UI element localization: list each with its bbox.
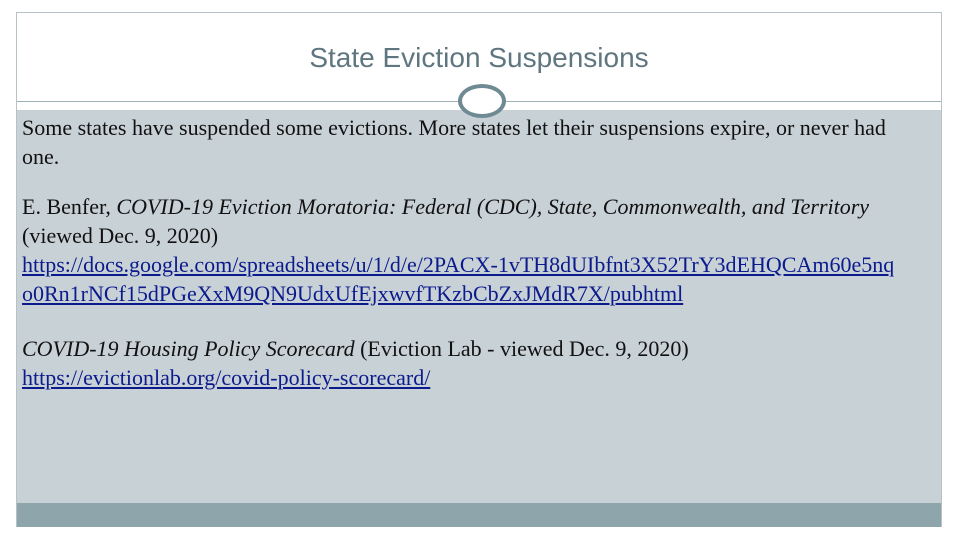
source-2-note: (Eviction Lab - viewed Dec. 9, 2020) <box>354 336 689 361</box>
footer-bar <box>17 503 941 527</box>
slide-body <box>22 113 902 392</box>
paragraph-spacer <box>22 171 902 192</box>
source-1-citation <box>22 192 902 308</box>
paragraph-spacer <box>22 308 902 334</box>
source-1-author: E. Benfer, <box>22 194 117 219</box>
source-1-note: (viewed Dec. 9, 2020) <box>22 223 219 248</box>
source-1-link[interactable]: https://docs.google.com/spreadsheets/u/1/d/e/2PACX-1vTH8dUIbfnt3X52TrY3dEHQCAm60e5nqo0Rn1rNCf15dPGeXxM9QN9UdxUfEjxwvfTKzbCbZxJMdR7X/pubhtml <box>22 252 895 306</box>
intro-paragraph: Some states have suspended some evictions. More states let their suspensions expire, or never had one. <box>22 115 886 169</box>
source-2-title: COVID-19 Housing Policy Scorecard <box>22 336 355 361</box>
slide-title: State Eviction Suspensions <box>309 42 649 73</box>
source-2-citation <box>22 334 902 392</box>
source-1-title: COVID-19 Eviction Moratoria: Federal (CDC), State, Commonwealth, and Territory <box>116 194 870 219</box>
source-2-link[interactable]: https://evictionlab.org/covid-policy-scorecard/ <box>22 365 431 390</box>
